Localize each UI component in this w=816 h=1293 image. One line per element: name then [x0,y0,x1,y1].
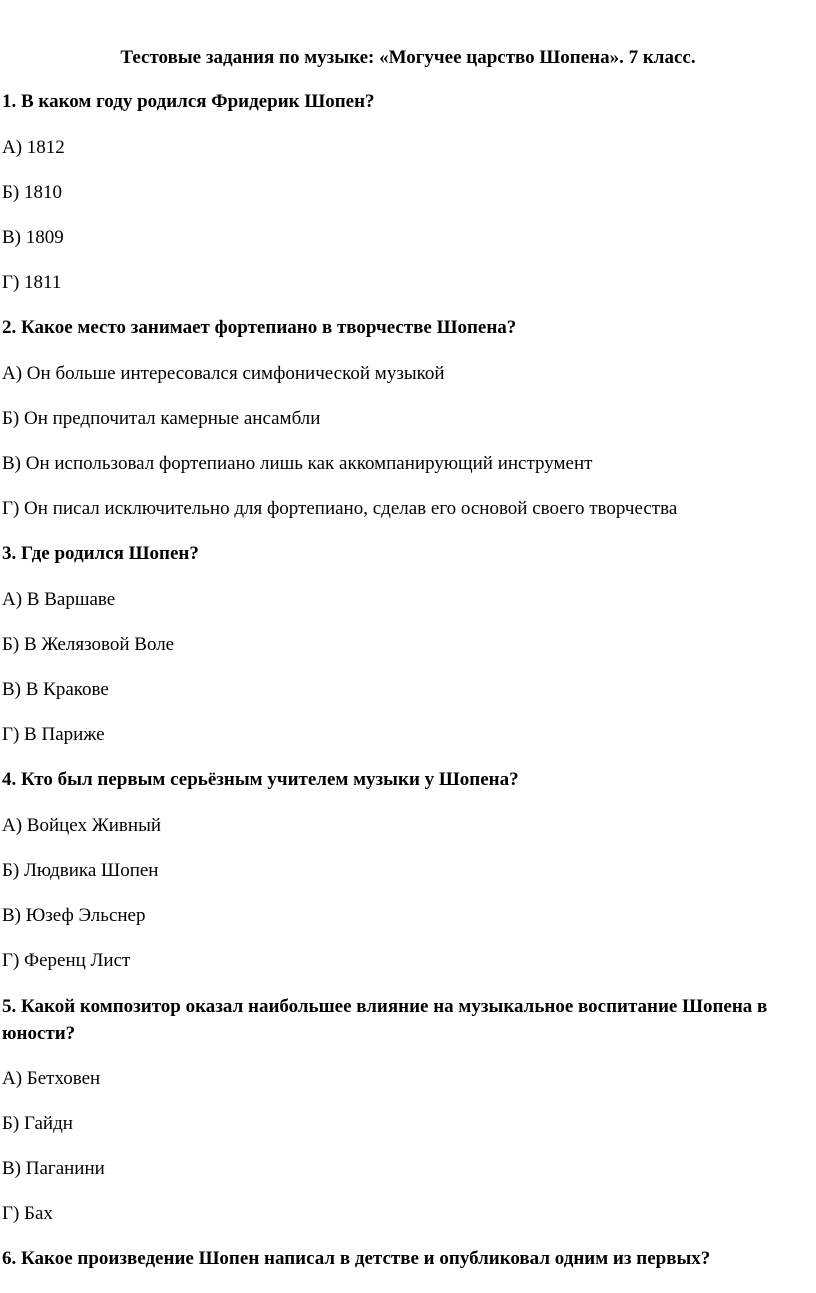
document-title: Тестовые задания по музыке: «Могучее царство Шопена». 7 класс. [120,47,696,68]
question-4: 4. Кто был первым серьёзным учителем музыки у Шопена? [2,769,519,790]
question-6: 6. Какое произведение Шопен написал в детстве и опубликовал одним из первых? [2,1248,711,1269]
question-3: 3. Где родился Шопен? [2,543,199,564]
question-2-option-b: Б) Он предпочитал камерные ансамбли [2,408,321,429]
question-1: 1. В каком году родился Фридерик Шопен? [2,91,375,112]
question-3-option-c: В) В Кракове [2,679,109,700]
question-1-option-a: А) 1812 [2,137,65,158]
question-5-option-a: А) Бетховен [2,1068,101,1089]
question-3-option-a: А) В Варшаве [2,589,116,610]
question-1-option-d: Г) 1811 [2,272,62,293]
question-4-option-b: Б) Людвика Шопен [2,860,159,881]
question-1-option-c: В) 1809 [2,227,64,248]
question-4-option-a: А) Войцех Живный [2,815,162,836]
question-2-option-d: Г) Он писал исключительно для фортепиано, сделав его основой своего творчества [2,498,678,519]
question-2-option-a: А) Он больше интересовался симфонической музыкой [2,363,445,384]
question-5-option-c: В) Паганини [2,1158,105,1179]
question-4-option-d: Г) Ференц Лист [2,950,131,971]
question-1-option-b: Б) 1810 [2,182,62,203]
question-3-option-b: Б) В Желязовой Воле [2,634,175,655]
question-2-option-c: В) Он использовал фортепиано лишь как аккомпанирующий инструмент [2,453,593,474]
question-3-option-d: Г) В Париже [2,724,105,745]
question-4-option-c: В) Юзеф Эльснер [2,905,146,926]
question-2: 2. Какое место занимает фортепиано в творчестве Шопена? [2,317,517,338]
question-5-option-d: Г) Бах [2,1203,53,1224]
question-5: 5. Какой композитор оказал наибольшее влияние на музыкальное воспитание Шопена в юности? [2,996,768,1044]
question-5-option-b: Б) Гайдн [2,1113,73,1134]
